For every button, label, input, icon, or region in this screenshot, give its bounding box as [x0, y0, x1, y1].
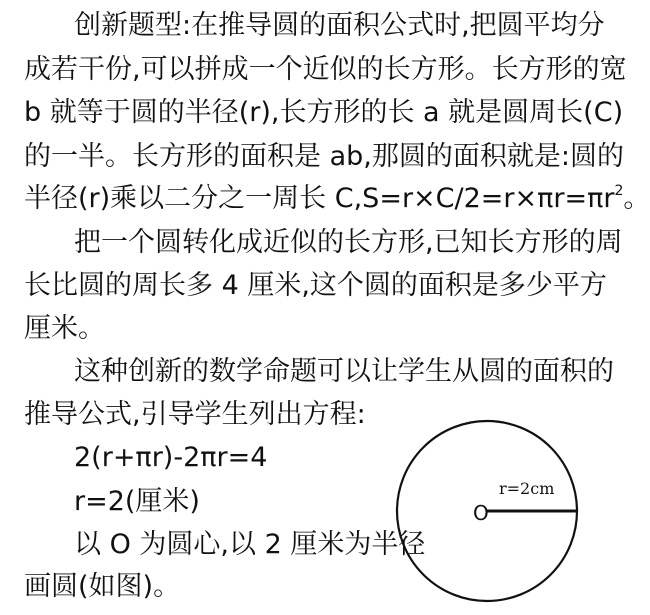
area-formula-text: 半径(r)乘以二分之一周长 C,S=r×C/2=r×πr=πr	[24, 183, 615, 214]
paragraph3-line2: 推导公式,引导学生列出方程:	[24, 399, 366, 430]
paragraph1-line2: 成若干份,可以拼成一个近似的长方形。长方形的宽	[24, 54, 627, 85]
circle-figure	[400, 416, 590, 606]
paragraph1-line1: 创新题型:在推导圆的面积公式时,把圆平均分	[74, 10, 605, 41]
equation-2: r=2(厘米)	[74, 486, 200, 517]
equation-1: 2(r+πr)-2πr=4	[74, 442, 268, 473]
radius-label: r=2cm	[499, 479, 555, 498]
paragraph1-line4: 的一半。长方形的面积是 ab,那圆的面积就是:圆的	[24, 141, 624, 172]
paragraph2-line3: 厘米。	[24, 313, 105, 344]
sentence-end-mark: 。	[623, 183, 650, 214]
paragraph2-line2: 长比圆的周长多 4 厘米,这个圆的面积是多少平方	[24, 270, 607, 301]
paragraph2-line1: 把一个圆转化成近似的长方形,已知长方形的周	[74, 227, 623, 258]
paragraph4-line1: 以 O 为圆心,以 2 厘米为半径	[74, 529, 426, 560]
center-label: O	[473, 501, 489, 525]
paragraph1-line3: b 就等于圆的半径(r),长方形的长 a 就是圆周长(C)	[24, 97, 624, 128]
paragraph4-line2: 画圆(如图)。	[24, 571, 181, 602]
exponent-two: 2	[614, 183, 624, 199]
paragraph1-line5	[24, 177, 650, 221]
paragraph3-line1: 这种创新的数学命题可以让学生从圆的面积的	[74, 356, 614, 387]
